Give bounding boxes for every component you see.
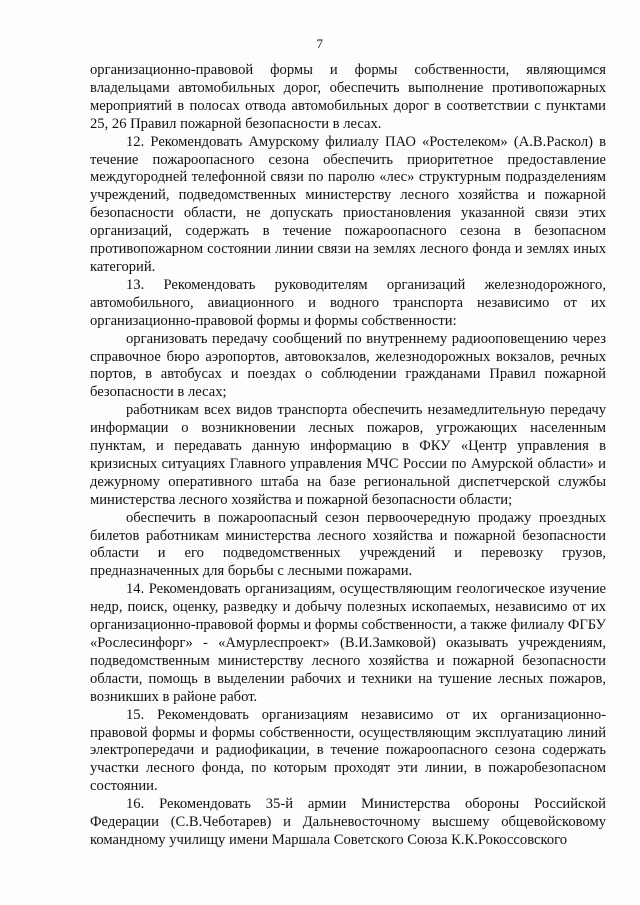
paragraph-item-13-tickets: обеспечить в пожароопасный сезон первоочередную продажу проездных билетов работникам министерства лесного хозяйства и пожарной безопасности области и его подведомственных учреждений и перевозку грузов, предназначенных для борьбы с лесными пожарами. bbox=[90, 509, 606, 580]
page-number: 7 bbox=[316, 36, 324, 51]
paragraph-item-16: 16. Рекомендовать 35-й армии Министерства обороны Российской Федерации (С.В.Чеботарев) и Дальневосточному высшему общевойсковому командному училищу имени Маршала Советского Союза К.К.Рокоссовского bbox=[90, 796, 606, 848]
paragraph-item-14: 14. Рекомендовать организациям, осуществляющим геологическое изучение недр, поиск, оценку, разведку и добычу полезных ископаемых, независимо от их организационно-правовой формы и формы собственности, а также филиалу ФГБУ «Рослесинфорг» - «Амурлеспроект» (В.И.Замковой) оказывать учреждениям, подведомственным министерству лесного хозяйства и пожарной безопасности области, помощь в выделении рабочих и техники на тушение лесных пожаров, возникших в районе работ. bbox=[90, 581, 606, 705]
paragraph-item-13-radio: организовать передачу сообщений по внутреннему радиооповещению через справочное бюро аэропортов, автовокзалов, железнодорожных вокзалов, речных портов, в автобусах и поездах о соблюдении гражданами Правил пожарной безопасности в лесах; bbox=[90, 330, 606, 401]
document-body bbox=[90, 62, 606, 850]
paragraph-item-15: 15. Рекомендовать организациям независимо от их организационно-правовой формы и формы собственности, осуществляющим эксплуатацию линий электропередачи и радиофикации, в течение пожароопасного сезона содержать участки лесного фонда, по которым проходят эти линии, в пожаробезопасном состоянии. bbox=[90, 706, 606, 795]
paragraph-item-13: 13. Рекомендовать руководителям организаций железнодорожного, автомобильного, авиационного и водного транспорта независимо от их организационно-правовой формы и формы собственности: bbox=[90, 276, 606, 329]
paragraph-item-13-workers: работникам всех видов транспорта обеспечить незамедлительную передачу информации о возникновении лесных пожаров, угрожающих населенным пунктам, и передавать данную информацию в ФКУ «Центр управления в кризисных ситуациях Главного управления МЧС России по Амурской области» и дежурному оперативного штаба на базе региональной диспетчерской службы министерства лесного хозяйства и пожарной безопасности области; bbox=[90, 402, 606, 508]
paragraph-item-12: 12. Рекомендовать Амурскому филиалу ПАО «Ростелеком» (А.В.Раскол) в течение пожароопасного сезона обеспечить приоритетное предоставление междугородней телефонной связи по паролю «лес» структурным подразделениям учреждений, подведомственных министерству лесного хозяйства и пожарной безопасности области, не допускать приостановления указанной связи этих организаций, содержать в течение пожароопасного сезона в безопасном противопожарном состоянии линии связи на землях лесного фонда и землях иных категорий. bbox=[90, 133, 606, 275]
paragraph-continued: организационно-правовой формы и формы собственности, являющимся владельцами автомобильных дорог, обеспечить выполнение противопожарных мероприятий в полосах отвода автомобильных дорог в соответствии с пунктами 25, 26 Правил пожарной безопасности в лесах. bbox=[90, 62, 606, 132]
